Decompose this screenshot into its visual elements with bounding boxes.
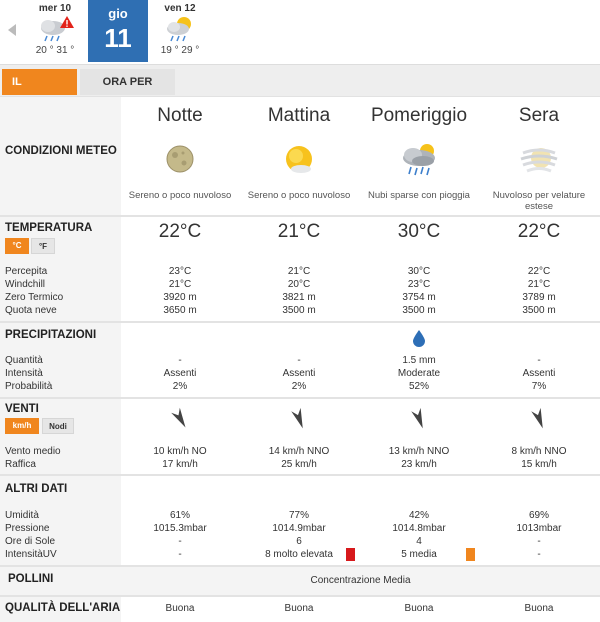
wind-arrow-icon (171, 406, 189, 430)
uv-level-marker (466, 548, 475, 561)
probability-label: Probabilità (5, 381, 53, 392)
view-tabs (0, 64, 600, 97)
freezing-value: 3754 m (402, 292, 436, 303)
snow-value: 3650 m (163, 305, 197, 316)
freezing-level-label: Zero Termico (5, 292, 64, 303)
pressure-value: 1014.8mbar (392, 523, 446, 534)
humidity-value: 77% (288, 510, 309, 521)
avg-wind-label: Vento medio (5, 446, 61, 457)
windchill-value: 21°C (527, 279, 551, 290)
veiled-cloud-icon (519, 141, 559, 177)
quantity-value: - (297, 355, 301, 366)
day-current[interactable] (88, 0, 148, 62)
cloud-sun-rain-icon (160, 15, 200, 41)
intensity-value: Moderate (397, 368, 441, 379)
cloud-rain-warning-icon (35, 15, 75, 41)
condition-text: Nuvoloso per velature estese (492, 190, 586, 212)
tab-day[interactable]: IL (2, 69, 77, 95)
probability-value: 7% (531, 381, 547, 392)
gust-value: 15 km/h (521, 459, 557, 470)
probability-value: 2% (172, 381, 188, 392)
air-quality-value: Buona (404, 603, 434, 614)
day-prev-name: mer 10 (38, 3, 72, 14)
uv-value: 5 media (401, 549, 437, 560)
probability-value: 52% (408, 381, 429, 392)
period-notte (121, 97, 239, 622)
uv-value: - (537, 549, 541, 560)
celsius-button[interactable]: °C (5, 238, 29, 254)
period-name: Pomeriggio (370, 105, 468, 126)
windchill-value: 21°C (168, 279, 192, 290)
air-quality-value: Buona (165, 603, 195, 614)
tab-hourly[interactable]: ORA PER (80, 69, 175, 95)
air-quality-heading: QUALITÀ DELL'ARIA (5, 602, 121, 614)
intensity-value: Assenti (522, 368, 556, 379)
quantity-label: Quantità (5, 355, 43, 366)
gust-value: 23 km/h (401, 459, 437, 470)
gust-label: Raffica (5, 459, 36, 470)
condition-text: Nubi sparse con pioggia (368, 190, 470, 201)
period-name: Sera (518, 105, 560, 126)
uv-value: - (178, 549, 182, 560)
perceived-value: 30°C (407, 266, 431, 277)
day-prev-temps: 20 ° 31 ° (35, 45, 75, 56)
wind-value: 13 km/h NNO (388, 446, 450, 457)
humidity-value: 42% (408, 510, 429, 521)
sun-hours-value: 4 (416, 536, 422, 547)
pressure-value: 1013mbar (516, 523, 562, 534)
perceived-value: 23°C (168, 266, 192, 277)
day-next-name: ven 12 (164, 3, 196, 14)
intensity-label: Intensità (5, 368, 43, 379)
snow-level-label: Quota neve (5, 305, 57, 316)
perceived-value: 21°C (287, 266, 311, 277)
air-quality-value: Buona (524, 603, 554, 614)
snow-value: 3500 m (282, 305, 316, 316)
period-mattina (240, 97, 358, 622)
kmh-button[interactable]: km/h (5, 418, 39, 434)
intensity-value: Assenti (282, 368, 316, 379)
windchill-value: 23°C (407, 279, 431, 290)
temperature-value: 21°C (277, 221, 321, 242)
moon-icon (160, 141, 200, 177)
day-next[interactable] (145, 0, 215, 64)
pressure-label: Pressione (5, 523, 50, 534)
temperature-heading: TEMPERATURA (5, 222, 93, 234)
wind-value: 10 km/h NO (153, 446, 207, 457)
uv-value: 8 molto elevata (265, 549, 333, 560)
snow-value: 3500 m (402, 305, 436, 316)
period-sera (480, 97, 598, 622)
period-name: Notte (157, 105, 203, 126)
perceived-value: 22°C (527, 266, 551, 277)
conditions-heading: CONDIZIONI METEO (5, 145, 117, 157)
probability-value: 2% (291, 381, 307, 392)
sun-hours-label: Ore di Sole (5, 536, 56, 547)
humidity-value: 61% (169, 510, 190, 521)
day-current-name: gio (108, 6, 128, 21)
wind-value: 8 km/h NNO (511, 446, 567, 457)
other-data-heading: ALTRI DATI (5, 483, 68, 495)
day-current-number: 11 (104, 23, 132, 53)
humidity-value: 69% (528, 510, 549, 521)
snow-value: 3500 m (522, 305, 556, 316)
day-strip (0, 0, 600, 64)
freezing-value: 3821 m (282, 292, 316, 303)
quantity-value: 1.5 mm (402, 355, 436, 366)
air-quality-value: Buona (284, 603, 314, 614)
freezing-value: 3920 m (163, 292, 197, 303)
condition-text: Sereno o poco nuvoloso (247, 190, 351, 201)
day-prev[interactable] (20, 0, 90, 64)
wind-value: 14 km/h NNO (268, 446, 330, 457)
pressure-value: 1014.9mbar (272, 523, 326, 534)
winds-heading: VENTI (5, 403, 39, 415)
humidity-label: Umidità (5, 510, 39, 521)
sun-hours-value: 6 (296, 536, 302, 547)
gust-value: 25 km/h (281, 459, 317, 470)
raindrop-icon (412, 329, 426, 347)
period-name: Mattina (267, 105, 331, 126)
fahrenheit-button[interactable]: °F (31, 238, 55, 254)
cloud-rain-icon (399, 141, 439, 177)
pollen-heading: POLLINI (8, 573, 54, 585)
quantity-value: - (537, 355, 541, 366)
sun-icon (279, 141, 319, 177)
intensity-value: Assenti (163, 368, 197, 379)
uv-level-marker (346, 548, 355, 561)
condition-text: Sereno o poco nuvoloso (128, 190, 232, 201)
period-pomeriggio (360, 97, 478, 622)
wind-arrow-icon (530, 406, 548, 430)
day-next-temps: 19 ° 29 ° (160, 45, 200, 56)
temperature-value: 22°C (517, 221, 561, 242)
wind-arrow-icon (410, 406, 428, 430)
sun-hours-value: - (537, 536, 541, 547)
forecast-table (0, 97, 600, 622)
temperature-value: 30°C (397, 221, 441, 242)
temperature-value: 22°C (158, 221, 202, 242)
freezing-value: 3789 m (522, 292, 556, 303)
windchill-label: Windchill (5, 279, 46, 290)
precipitation-heading: PRECIPITAZIONI (5, 329, 97, 341)
perceived-label: Percepita (5, 266, 48, 277)
uv-label: IntensitàUV (5, 549, 57, 560)
wind-arrow-icon (290, 406, 308, 430)
knots-button[interactable]: Nodi (42, 418, 74, 434)
sun-hours-value: - (178, 536, 182, 547)
quantity-value: - (178, 355, 182, 366)
gust-value: 17 km/h (162, 459, 198, 470)
windchill-value: 20°C (287, 279, 311, 290)
chevron-left-icon[interactable] (8, 24, 16, 36)
pressure-value: 1015.3mbar (153, 523, 207, 534)
pollen-value: Concentrazione Media (121, 567, 600, 595)
